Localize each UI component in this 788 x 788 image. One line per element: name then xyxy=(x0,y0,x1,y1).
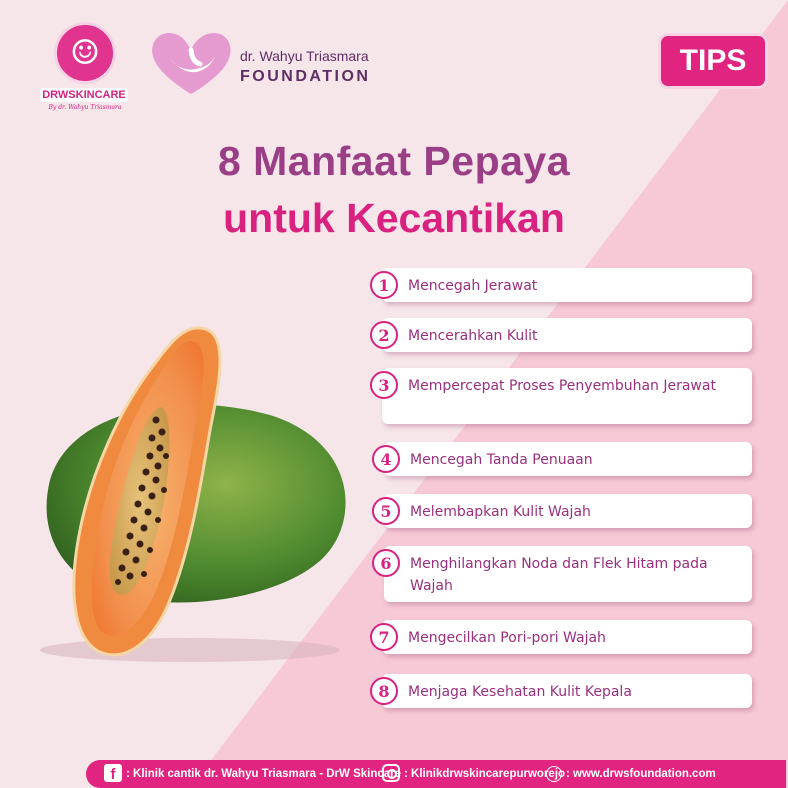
benefit-text: Menghilangkan Noda dan Flek Hitam pada Wajah xyxy=(410,556,708,594)
benefit-text: Melembapkan Kulit Wajah xyxy=(410,504,591,520)
tips-badge: TIPS xyxy=(658,33,768,89)
instagram-icon xyxy=(382,764,400,782)
benefit-text: Mempercepat Proses Penyembuhan Jerawat xyxy=(408,378,716,394)
drwskincare-logo-text: DRWSKINCARE xyxy=(40,88,128,102)
benefit-number: 7 xyxy=(370,623,398,651)
benefit-number: 1 xyxy=(370,271,398,299)
benefit-item-2 xyxy=(378,318,752,352)
benefit-text: Mencegah Tanda Penuaan xyxy=(410,452,593,468)
benefit-item-6 xyxy=(380,546,752,602)
papaya-image xyxy=(30,320,360,670)
benefit-number: 8 xyxy=(370,677,398,705)
title-line-2: untuk Kecantikan xyxy=(223,195,565,241)
benefit-number: 5 xyxy=(372,497,400,525)
foundation-name: dr. Wahyu Triasmara xyxy=(240,48,369,64)
footer-bar xyxy=(86,760,786,788)
benefit-text: Menjaga Kesehatan Kulit Kepala xyxy=(408,684,632,700)
benefit-number: 2 xyxy=(370,321,398,349)
benefit-text: Mencerahkan Kulit xyxy=(408,328,538,344)
benefit-number: 3 xyxy=(370,371,398,399)
footer-website: : www.drwsfoundation.com xyxy=(566,768,716,780)
facebook-icon: f xyxy=(104,764,122,782)
foundation-word: FOUNDATION xyxy=(240,68,371,85)
benefit-item-5 xyxy=(380,494,752,528)
globe-icon xyxy=(546,766,562,782)
benefit-item-4 xyxy=(380,442,752,476)
benefit-item-7 xyxy=(378,620,752,654)
face-icon: ☺ xyxy=(54,22,116,84)
heart-logo-icon xyxy=(146,28,236,98)
benefit-item-8 xyxy=(378,674,752,708)
drwskincare-logo-sub: By dr. Wahyu Triasmara xyxy=(48,104,122,111)
benefit-number: 4 xyxy=(372,445,400,473)
footer-instagram: : Klinikdrwskincarepurworejo xyxy=(404,768,566,780)
title-line-1: 8 Manfaat Pepaya xyxy=(217,138,571,184)
benefit-number: 6 xyxy=(372,549,400,577)
benefit-item-1 xyxy=(378,268,752,302)
benefit-text: Mencegah Jerawat xyxy=(408,278,538,294)
benefit-text: Mengecilkan Pori-pori Wajah xyxy=(408,630,606,646)
drwskincare-logo xyxy=(40,22,128,120)
footer-facebook: : Klinik cantik dr. Wahyu Triasmara - DrW Skincare xyxy=(126,768,402,780)
benefit-item-3 xyxy=(378,368,752,424)
